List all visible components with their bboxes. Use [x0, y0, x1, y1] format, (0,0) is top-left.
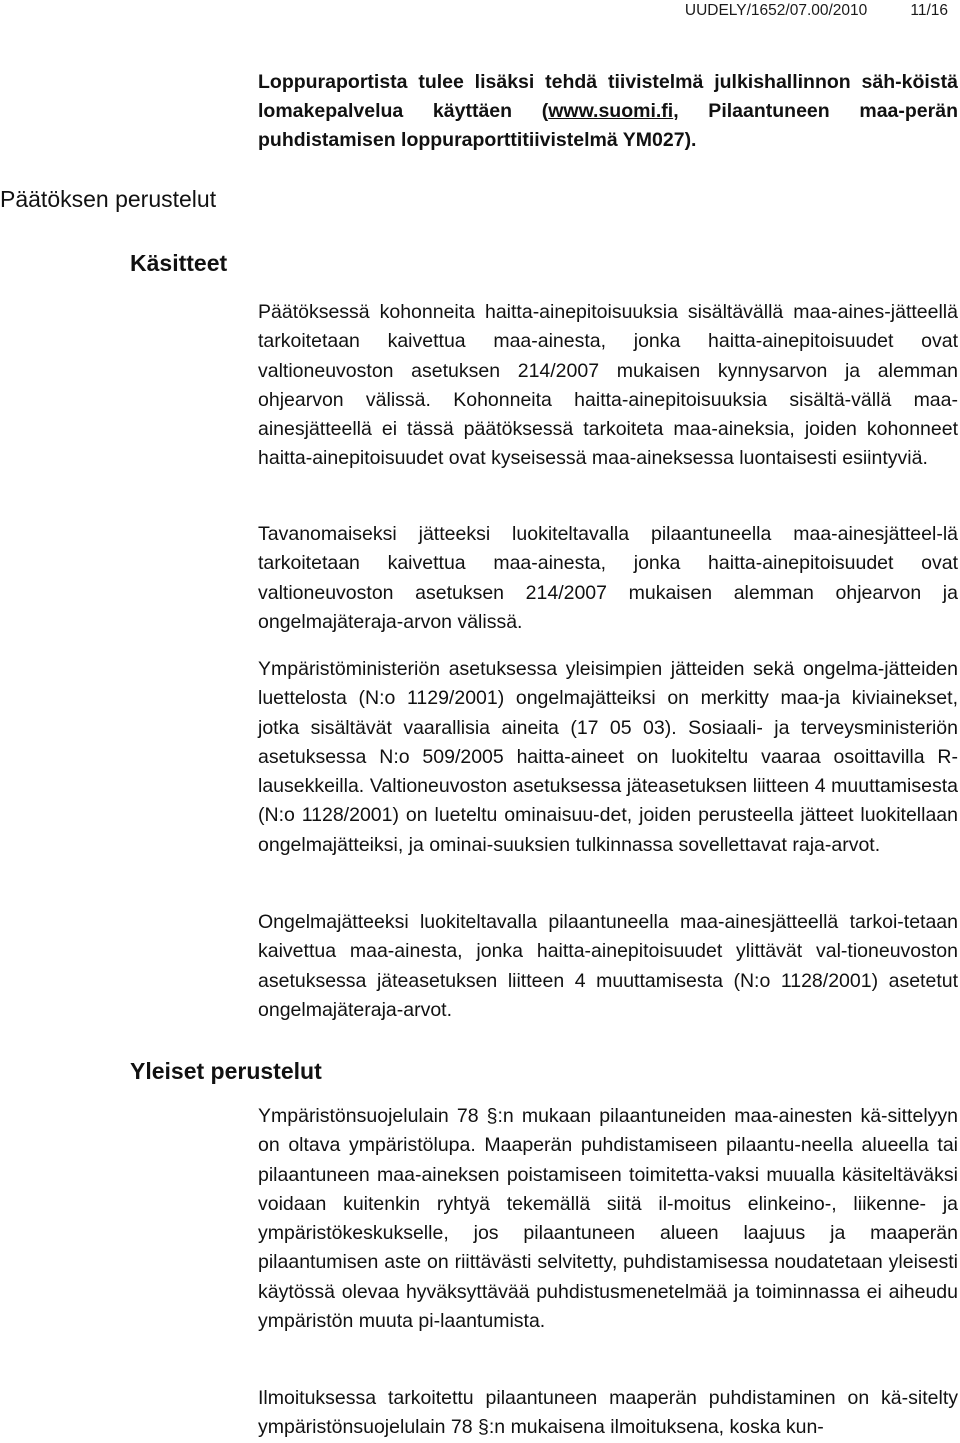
intro-summary-note [258, 68, 958, 155]
paragraph-definition-elevated: Päätöksessä kohonneita haitta-ainepitoisuuksia sisältävällä maa-aines-jätteellä tarkoitetaan kaivettua maa-ainesta, jonka haitta-ainepitoisuudet ovat valtioneuvoston asetuksen 214/2007 mukaisen kynnysarvon ja alemman ohjearvon välissä. Kohonneita haitta-ainepitoisuuksia sisältä-vällä maa-ainesjätteellä ei tässä päätöksessä tarkoiteta maa-aineksia, joiden kohonneet haitta-ainepitoisuudet ovat kyseisessä maa-aineksessa luontaisesti esiintyviä. [258, 301, 958, 470]
heading-decision-grounds: Päätöksen perustelut [0, 186, 217, 212]
heading-general-grounds: Yleiset perustelut [130, 1058, 322, 1084]
document-reference: UUDELY/1652/07.00/2010 [684, 2, 868, 19]
suomi-fi-link[interactable]: www.suomi.fi [548, 100, 674, 122]
paragraph-ministry-decree: Ympäristöministeriön asetuksessa yleisimpien jätteiden sekä ongelma-jätteiden luettelosta (N:o 1129/2001) ongelmajätteiksi on merkitty maa-ja kiviainekset, jotka sisältävät vaarallisia aineita (17 05 03). Sosiaali- ja terveysministeriön asetuksessa N:o 509/2005 haitta-aineet on luokiteltu vaaraa osoittavilla R-lausekkeilla. Valtioneuvoston asetuksessa jäteasetuksen liitteen 4 muuttamisesta (N:o 1128/2001) on lueteltu ominaisuu-det, joiden perusteella jätteet luokitellaan ongelmajätteiksi, ja ominai-suuksien tulkinnassa sovellettavat raja-arvot. [258, 658, 958, 856]
intro-text-after: , Pilaantuneen maa-perän puhdistamisen loppuraporttitiivistelmä YM027). [258, 100, 958, 151]
paragraph-definition-hazardous-waste: Ongelmajätteeksi luokiteltavalla pilaantuneella maa-ainesjätteellä tarkoi-tetaan kaivettua maa-ainesta, jonka haitta-ainepitoisuudet ylittävät val-tioneuvoston asetuksessa jäteasetuksen liitteen 4 muuttamisesta (N:o 1128/2001) asetetut ongelmajäteraja-arvot. [258, 911, 958, 1021]
heading-concepts: Käsitteet [130, 250, 228, 276]
paragraph-notification: Ilmoituksessa tarkoitettu pilaantuneen maaperän puhdistaminen on kä-sitelty ympäristönsuojelulain 78 §:n mukaisena ilmoituksena, koska kun- [258, 1387, 958, 1439]
intro-text-before: Loppuraportista tulee lisäksi tehdä tiivistelmä julkishallinnon säh-köistä lomakepalvelua käyttäen ( [258, 71, 958, 122]
page-number: 11/16 [910, 2, 948, 19]
paragraph-definition-ordinary-waste: Tavanomaiseksi jätteeksi luokiteltavalla pilaantuneella maa-ainesjätteel-lä tarkoitetaan kaivettua maa-ainesta, jonka haitta-ainepitoisuudet ovat valtioneuvoston asetuksen 214/2007 mukaisen alemman ohjearvon ja ongelmajäteraja-arvon välissä. [258, 523, 958, 633]
paragraph-environmental-law: Ympäristönsuojelulain 78 §:n mukaan pilaantuneiden maa-ainesten kä-sittelyyn on oltava ympäristölupa. Maaperän puhdistamiseen pilaantu-neella alueella tai pilaantuneen maa-aineksen poistamiseen toimitetta-vaksi muualla käsiteltäväksi voidaan kuitenkin ryhtyä tekemällä siitä il-moitus elinkeino-, liikenne- ja ympäristökeskukselle, jos pilaantuneen alueen laajuus ja maaperän pilaantumisen aste on riittävästi selvitetty, puhdistamisessa noudatetaan yleisesti käytössä olevaa hyväksyttävää puhdistusmenetelmää ja toiminnassa ei aiheudu ympäristön muuta pi-laantumista. [258, 1105, 958, 1333]
document-header [685, 2, 948, 20]
